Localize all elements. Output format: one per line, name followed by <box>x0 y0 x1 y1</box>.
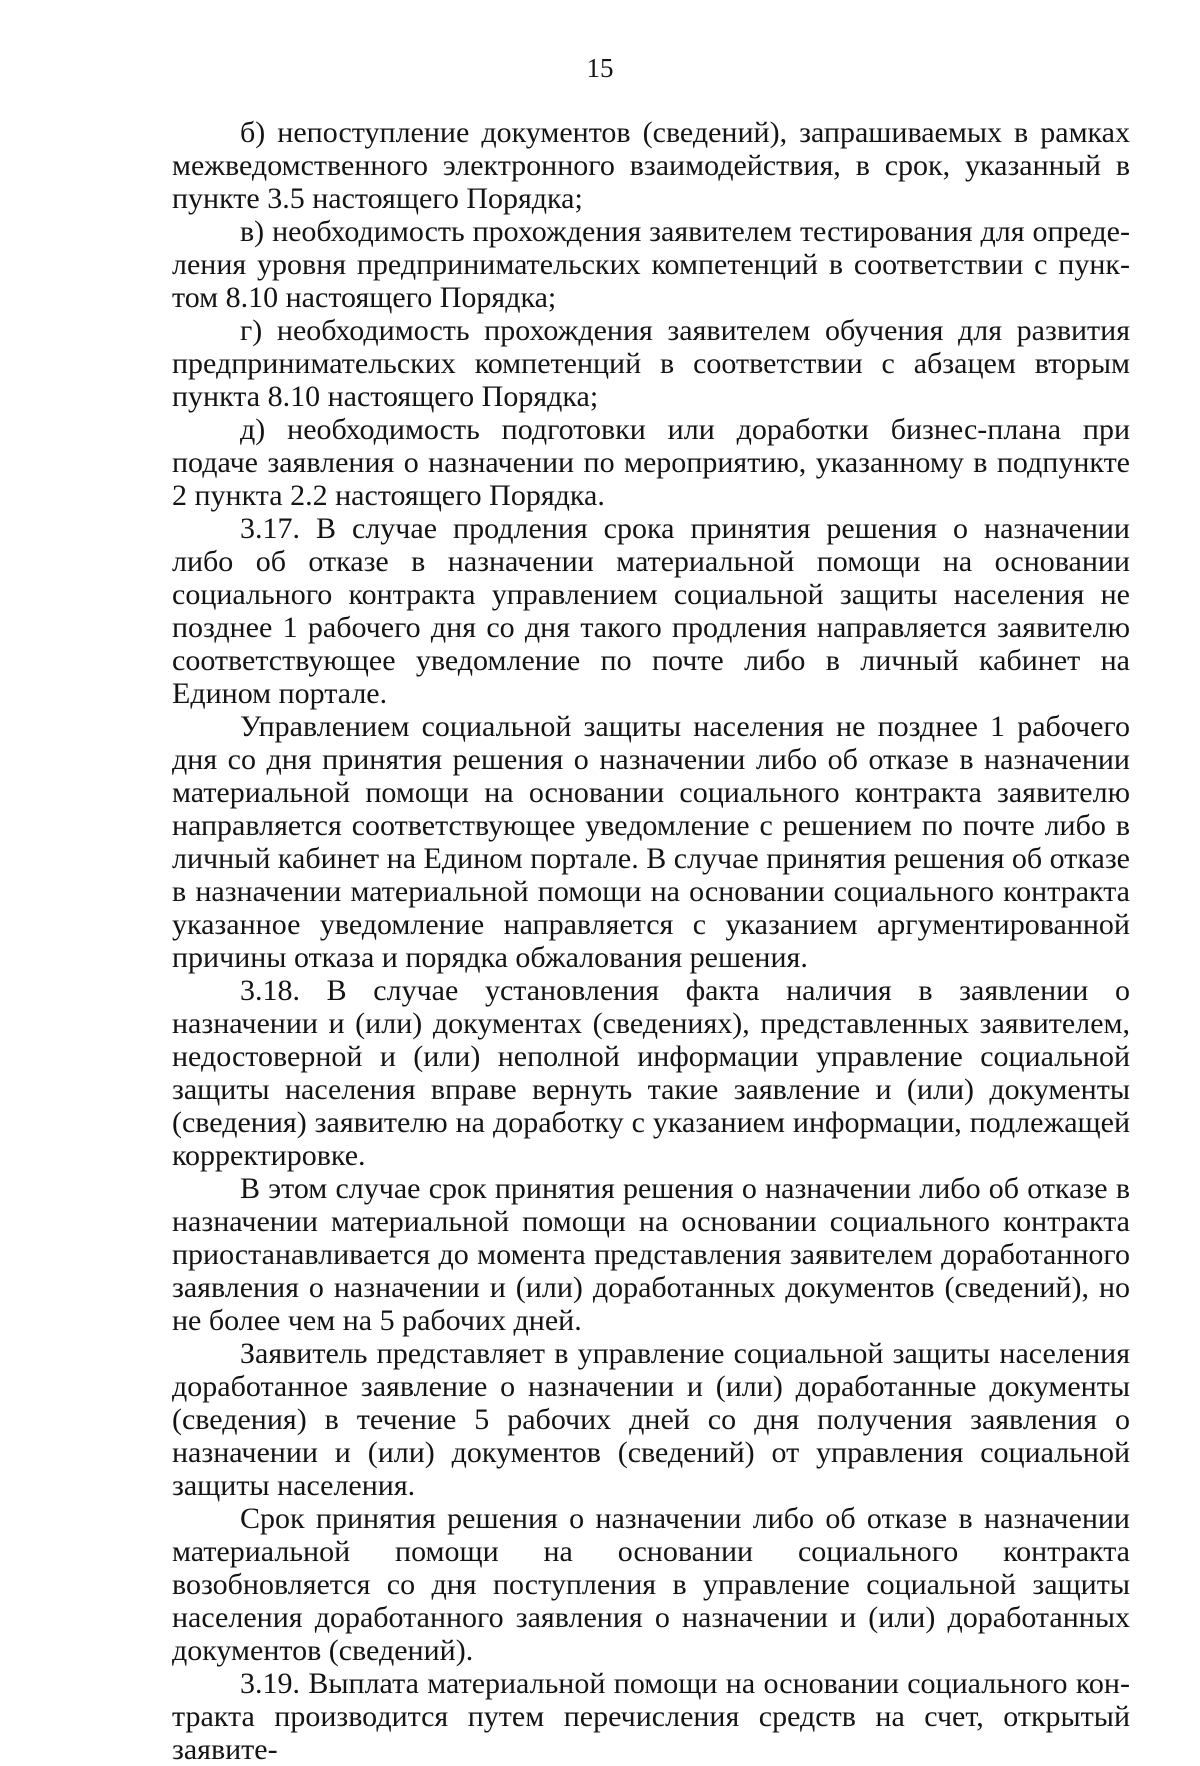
paragraph-item-g: г) необходимость прохождения заявителем обучения для развития предпринимательских компетенций в соответствии с абзацем вторым пункта 8.10 настоящего Порядка; <box>172 314 1130 413</box>
paragraph-item-d: д) необходимость подготовки или доработки бизнес-плана при подаче заявления о назначении по мероприятию, указанному в подпункте 2 пункта 2.2 настоящего Порядка. <box>172 413 1130 512</box>
document-body <box>172 116 1130 1766</box>
paragraph-clause-3-18: 3.18. В случае установления факта наличия в заявлении о назначении и (или) документах (сведениях), представленных заявителем, недостоверной и (или) неполной информации управление социальной защиты населения вправе вернуть такие заявление и (или) документы (сведения) заявителю на доработку с указанием информации, подлежащей корректировке. <box>172 974 1130 1172</box>
paragraph-clause-3-19: 3.19. Выплата материальной помощи на основании социального контракта производится путем перечисления средств на счет, открытый заявите- <box>172 1667 1130 1766</box>
paragraph-clause-3-18-suspension: В этом случае срок принятия решения о назначении либо об отказе в назначении материальной помощи на основании социального контракта приостанавливается до момента представления заявителем доработанного заявления о назначении и (или) доработанных документов (сведений), но не более чем на 5 рабочих дней. <box>172 1172 1130 1337</box>
paragraph-clause-3-17-notice: Управлением социальной защиты населения не позднее 1 рабочего дня со дня принятия решения о назначении либо об отказе в назначении материальной помощи на основании социального контракта заявителю направляется соответствующее уведомление с решением по почте либо в личный кабинет на Едином портале. В случае принятия решения об отказе в назначении материальной помощи на основании социального контракта указанное уведомление направляется с указанием аргументированной причины отказа и порядка обжалования решения. <box>172 710 1130 974</box>
paragraph-clause-3-18-resubmission: Заявитель представляет в управление социальной защиты населения доработанное заявление о назначении и (или) доработанные документы (сведения) в течение 5 рабочих дней со дня получения заявления о назначении и (или) документов (сведений) от управления социальной защиты населения. <box>172 1337 1130 1502</box>
paragraph-clause-3-17: 3.17. В случае продления срока принятия решения о назначении либо об отказе в назначении материальной помощи на основании социального контракта управлением социальной защиты населения не позднее 1 рабочего дня со дня такого продления направляется заявителю соответствующее уведомление по почте либо в личный кабинет на Едином портале. <box>172 512 1130 710</box>
paragraph-clause-3-18-resumption: Срок принятия решения о назначении либо об отказе в назначении материальной помощи на основании социального контракта возобновляется со дня поступления в управление социальной защиты населения доработанного заявления о назначении и (или) доработанных документов (сведений). <box>172 1502 1130 1667</box>
paragraph-item-v: в) необходимость прохождения заявителем тестирования для определения уровня предпринимательских компетенций в соответствии с пунктом 8.10 настоящего Порядка; <box>172 215 1130 314</box>
paragraph-item-b: б) непоступление документов (сведений), запрашиваемых в рамках межведомственного электронного взаимодействия, в срок, указанный в пункте 3.5 настоящего Порядка; <box>172 116 1130 215</box>
page-number: 15 <box>586 53 614 83</box>
